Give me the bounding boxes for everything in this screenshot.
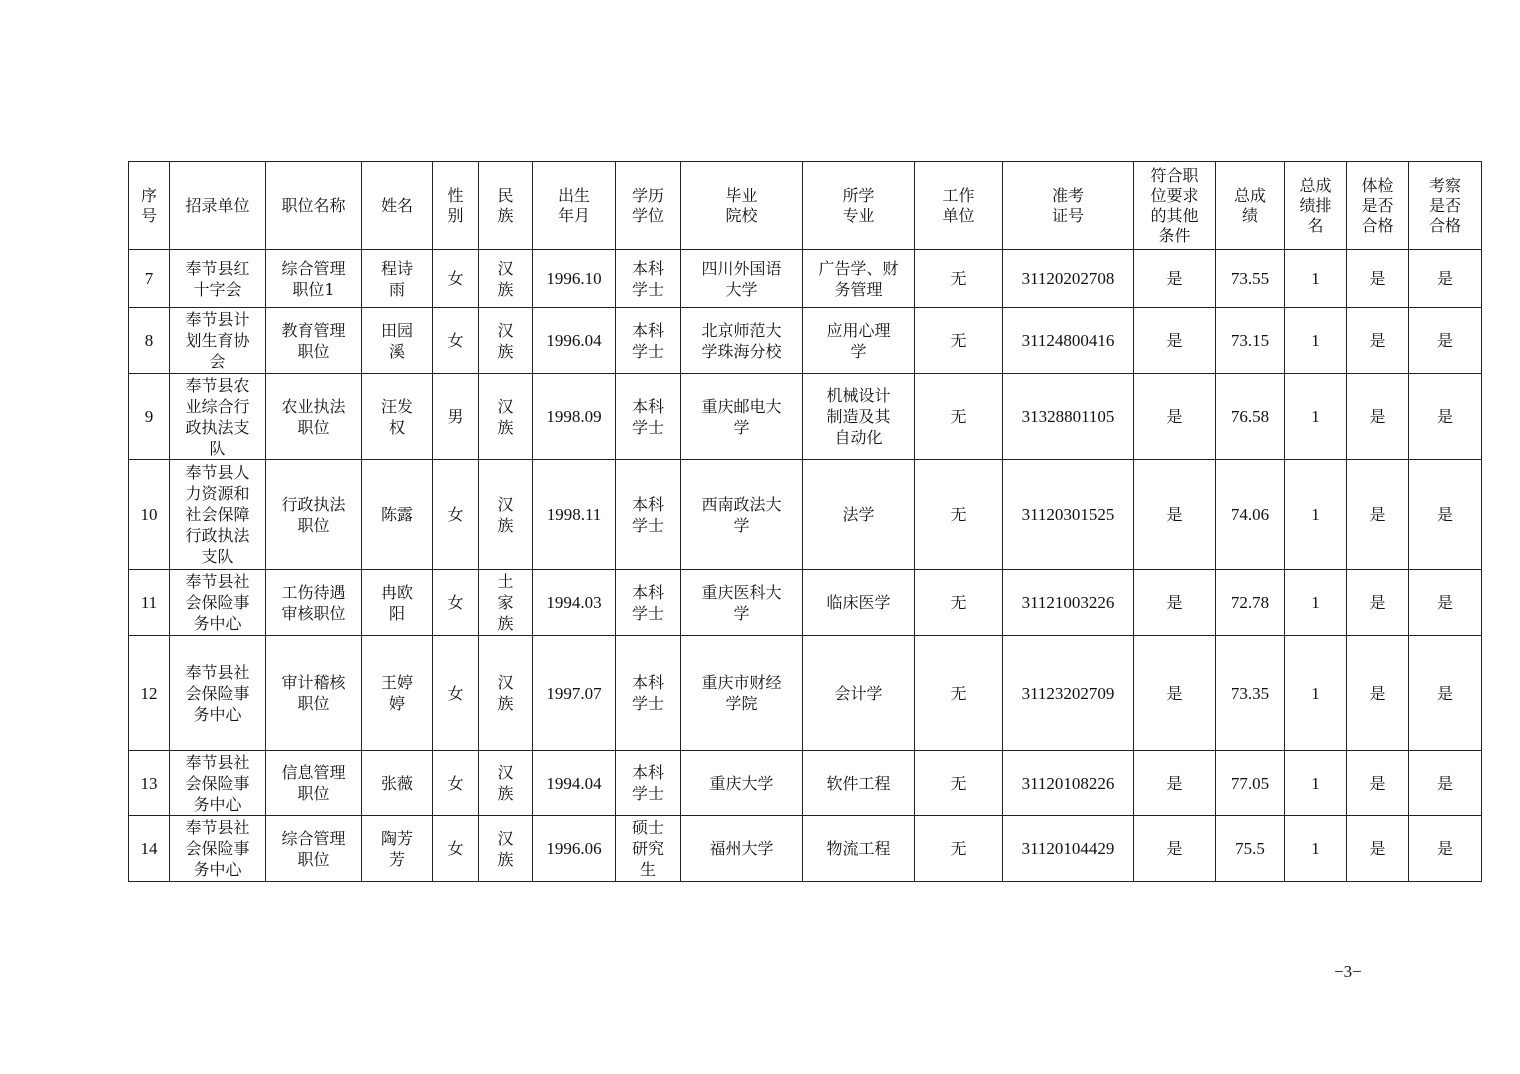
table-row bbox=[129, 751, 1482, 816]
cell-score: 73.15 bbox=[1216, 308, 1285, 374]
cell-review: 是 bbox=[1409, 308, 1482, 374]
cell-review: 是 bbox=[1409, 250, 1482, 308]
cell-ethnicity: 土 家 族 bbox=[479, 570, 533, 636]
header-ethnicity: 民 族 bbox=[479, 162, 533, 250]
cell-school: 重庆医科大 学 bbox=[681, 570, 803, 636]
cell-birth: 1998.11 bbox=[533, 460, 616, 570]
header-birth: 出生 年月 bbox=[533, 162, 616, 250]
cell-position: 农业执法 职位 bbox=[266, 374, 362, 460]
cell-seq: 8 bbox=[129, 308, 170, 374]
header-gender: 性 别 bbox=[433, 162, 479, 250]
header-other-req: 符合职 位要求 的其他 条件 bbox=[1134, 162, 1216, 250]
cell-score: 73.55 bbox=[1216, 250, 1285, 308]
cell-other-req: 是 bbox=[1134, 751, 1216, 816]
cell-seq: 11 bbox=[129, 570, 170, 636]
cell-rank: 1 bbox=[1285, 636, 1347, 751]
header-seq: 序 号 bbox=[129, 162, 170, 250]
cell-name: 陶芳 芳 bbox=[362, 816, 433, 882]
cell-birth: 1994.04 bbox=[533, 751, 616, 816]
cell-degree: 本科 学士 bbox=[616, 308, 681, 374]
table-row bbox=[129, 636, 1482, 751]
cell-name: 汪发 权 bbox=[362, 374, 433, 460]
header-rank: 总成 绩排 名 bbox=[1285, 162, 1347, 250]
cell-rank: 1 bbox=[1285, 250, 1347, 308]
header-review: 考察 是否 合格 bbox=[1409, 162, 1482, 250]
cell-major: 临床医学 bbox=[803, 570, 915, 636]
cell-birth: 1996.04 bbox=[533, 308, 616, 374]
cell-employer: 无 bbox=[915, 570, 1003, 636]
cell-physical: 是 bbox=[1347, 816, 1409, 882]
cell-position: 教育管理 职位 bbox=[266, 308, 362, 374]
cell-unit: 奉节县社 会保险事 务中心 bbox=[170, 570, 266, 636]
header-position: 职位名称 bbox=[266, 162, 362, 250]
cell-review: 是 bbox=[1409, 816, 1482, 882]
cell-score: 76.58 bbox=[1216, 374, 1285, 460]
cell-physical: 是 bbox=[1347, 374, 1409, 460]
cell-major: 软件工程 bbox=[803, 751, 915, 816]
cell-physical: 是 bbox=[1347, 308, 1409, 374]
cell-degree: 本科 学士 bbox=[616, 460, 681, 570]
cell-score: 77.05 bbox=[1216, 751, 1285, 816]
cell-employer: 无 bbox=[915, 816, 1003, 882]
cell-position: 审计稽核 职位 bbox=[266, 636, 362, 751]
header-exam-no: 准考 证号 bbox=[1003, 162, 1134, 250]
cell-ethnicity: 汉 族 bbox=[479, 250, 533, 308]
cell-gender: 女 bbox=[433, 460, 479, 570]
cell-rank: 1 bbox=[1285, 460, 1347, 570]
cell-name: 田园 溪 bbox=[362, 308, 433, 374]
table-header-row bbox=[129, 162, 1482, 250]
cell-score: 75.5 bbox=[1216, 816, 1285, 882]
cell-gender: 女 bbox=[433, 308, 479, 374]
cell-seq: 10 bbox=[129, 460, 170, 570]
cell-gender: 女 bbox=[433, 250, 479, 308]
cell-physical: 是 bbox=[1347, 250, 1409, 308]
cell-school: 北京师范大 学珠海分校 bbox=[681, 308, 803, 374]
cell-degree: 本科 学士 bbox=[616, 636, 681, 751]
cell-review: 是 bbox=[1409, 460, 1482, 570]
cell-physical: 是 bbox=[1347, 570, 1409, 636]
cell-score: 72.78 bbox=[1216, 570, 1285, 636]
cell-name: 程诗 雨 bbox=[362, 250, 433, 308]
cell-name: 冉欧 阳 bbox=[362, 570, 433, 636]
cell-rank: 1 bbox=[1285, 308, 1347, 374]
cell-review: 是 bbox=[1409, 636, 1482, 751]
cell-rank: 1 bbox=[1285, 816, 1347, 882]
cell-major: 法学 bbox=[803, 460, 915, 570]
cell-physical: 是 bbox=[1347, 460, 1409, 570]
cell-ethnicity: 汉 族 bbox=[479, 751, 533, 816]
header-degree: 学历 学位 bbox=[616, 162, 681, 250]
cell-name: 陈露 bbox=[362, 460, 433, 570]
table-row bbox=[129, 816, 1482, 882]
cell-position: 综合管理 职位 bbox=[266, 816, 362, 882]
cell-birth: 1997.07 bbox=[533, 636, 616, 751]
cell-other-req: 是 bbox=[1134, 250, 1216, 308]
cell-score: 73.35 bbox=[1216, 636, 1285, 751]
cell-other-req: 是 bbox=[1134, 636, 1216, 751]
header-score: 总成 绩 bbox=[1216, 162, 1285, 250]
cell-exam-no: 31120202708 bbox=[1003, 250, 1134, 308]
cell-gender: 女 bbox=[433, 636, 479, 751]
cell-unit: 奉节县社 会保险事 务中心 bbox=[170, 816, 266, 882]
cell-school: 重庆市财经 学院 bbox=[681, 636, 803, 751]
cell-employer: 无 bbox=[915, 636, 1003, 751]
cell-birth: 1998.09 bbox=[533, 374, 616, 460]
cell-score: 74.06 bbox=[1216, 460, 1285, 570]
cell-position: 信息管理 职位 bbox=[266, 751, 362, 816]
cell-position: 综合管理 职位1 bbox=[266, 250, 362, 308]
cell-ethnicity: 汉 族 bbox=[479, 636, 533, 751]
cell-gender: 男 bbox=[433, 374, 479, 460]
header-employer: 工作 单位 bbox=[915, 162, 1003, 250]
cell-other-req: 是 bbox=[1134, 460, 1216, 570]
cell-birth: 1996.10 bbox=[533, 250, 616, 308]
page-number: −3− bbox=[1334, 962, 1362, 981]
cell-employer: 无 bbox=[915, 460, 1003, 570]
cell-exam-no: 31124800416 bbox=[1003, 308, 1134, 374]
cell-unit: 奉节县社 会保险事 务中心 bbox=[170, 751, 266, 816]
cell-school: 福州大学 bbox=[681, 816, 803, 882]
table-row bbox=[129, 374, 1482, 460]
cell-major: 应用心理 学 bbox=[803, 308, 915, 374]
cell-exam-no: 31120108226 bbox=[1003, 751, 1134, 816]
cell-ethnicity: 汉 族 bbox=[479, 460, 533, 570]
cell-school: 四川外国语 大学 bbox=[681, 250, 803, 308]
cell-major: 物流工程 bbox=[803, 816, 915, 882]
cell-seq: 9 bbox=[129, 374, 170, 460]
cell-unit: 奉节县红 十字会 bbox=[170, 250, 266, 308]
header-physical: 体检 是否 合格 bbox=[1347, 162, 1409, 250]
table-row bbox=[129, 308, 1482, 374]
cell-unit: 奉节县计 划生育协 会 bbox=[170, 308, 266, 374]
cell-seq: 7 bbox=[129, 250, 170, 308]
cell-employer: 无 bbox=[915, 751, 1003, 816]
cell-degree: 本科 学士 bbox=[616, 570, 681, 636]
cell-rank: 1 bbox=[1285, 374, 1347, 460]
header-unit: 招录单位 bbox=[170, 162, 266, 250]
cell-review: 是 bbox=[1409, 570, 1482, 636]
cell-birth: 1996.06 bbox=[533, 816, 616, 882]
cell-degree: 本科 学士 bbox=[616, 250, 681, 308]
cell-degree: 硕士 研究 生 bbox=[616, 816, 681, 882]
cell-name: 张薇 bbox=[362, 751, 433, 816]
cell-school: 重庆邮电大 学 bbox=[681, 374, 803, 460]
cell-name: 王婷 婷 bbox=[362, 636, 433, 751]
cell-gender: 女 bbox=[433, 570, 479, 636]
cell-seq: 12 bbox=[129, 636, 170, 751]
cell-ethnicity: 汉 族 bbox=[479, 374, 533, 460]
cell-employer: 无 bbox=[915, 374, 1003, 460]
header-name: 姓名 bbox=[362, 162, 433, 250]
cell-rank: 1 bbox=[1285, 751, 1347, 816]
table-row bbox=[129, 460, 1482, 570]
cell-other-req: 是 bbox=[1134, 374, 1216, 460]
table-row bbox=[129, 250, 1482, 308]
table-row bbox=[129, 570, 1482, 636]
cell-other-req: 是 bbox=[1134, 570, 1216, 636]
cell-rank: 1 bbox=[1285, 570, 1347, 636]
cell-degree: 本科 学士 bbox=[616, 751, 681, 816]
cell-employer: 无 bbox=[915, 250, 1003, 308]
header-major: 所学 专业 bbox=[803, 162, 915, 250]
cell-birth: 1994.03 bbox=[533, 570, 616, 636]
cell-gender: 女 bbox=[433, 751, 479, 816]
cell-degree: 本科 学士 bbox=[616, 374, 681, 460]
cell-review: 是 bbox=[1409, 751, 1482, 816]
cell-unit: 奉节县人 力资源和 社会保障 行政执法 支队 bbox=[170, 460, 266, 570]
cell-position: 工伤待遇 审核职位 bbox=[266, 570, 362, 636]
cell-major: 机械设计 制造及其 自动化 bbox=[803, 374, 915, 460]
candidate-table bbox=[128, 161, 1482, 882]
cell-school: 西南政法大 学 bbox=[681, 460, 803, 570]
cell-ethnicity: 汉 族 bbox=[479, 816, 533, 882]
cell-unit: 奉节县农 业综合行 政执法支 队 bbox=[170, 374, 266, 460]
cell-review: 是 bbox=[1409, 374, 1482, 460]
cell-major: 会计学 bbox=[803, 636, 915, 751]
cell-other-req: 是 bbox=[1134, 816, 1216, 882]
cell-employer: 无 bbox=[915, 308, 1003, 374]
cell-school: 重庆大学 bbox=[681, 751, 803, 816]
cell-seq: 14 bbox=[129, 816, 170, 882]
cell-exam-no: 31120301525 bbox=[1003, 460, 1134, 570]
cell-seq: 13 bbox=[129, 751, 170, 816]
cell-unit: 奉节县社 会保险事 务中心 bbox=[170, 636, 266, 751]
cell-exam-no: 31123202709 bbox=[1003, 636, 1134, 751]
cell-position: 行政执法 职位 bbox=[266, 460, 362, 570]
cell-gender: 女 bbox=[433, 816, 479, 882]
cell-exam-no: 31120104429 bbox=[1003, 816, 1134, 882]
cell-physical: 是 bbox=[1347, 636, 1409, 751]
cell-physical: 是 bbox=[1347, 751, 1409, 816]
cell-exam-no: 31121003226 bbox=[1003, 570, 1134, 636]
cell-other-req: 是 bbox=[1134, 308, 1216, 374]
header-school: 毕业 院校 bbox=[681, 162, 803, 250]
cell-ethnicity: 汉 族 bbox=[479, 308, 533, 374]
cell-major: 广告学、财 务管理 bbox=[803, 250, 915, 308]
cell-exam-no: 31328801105 bbox=[1003, 374, 1134, 460]
